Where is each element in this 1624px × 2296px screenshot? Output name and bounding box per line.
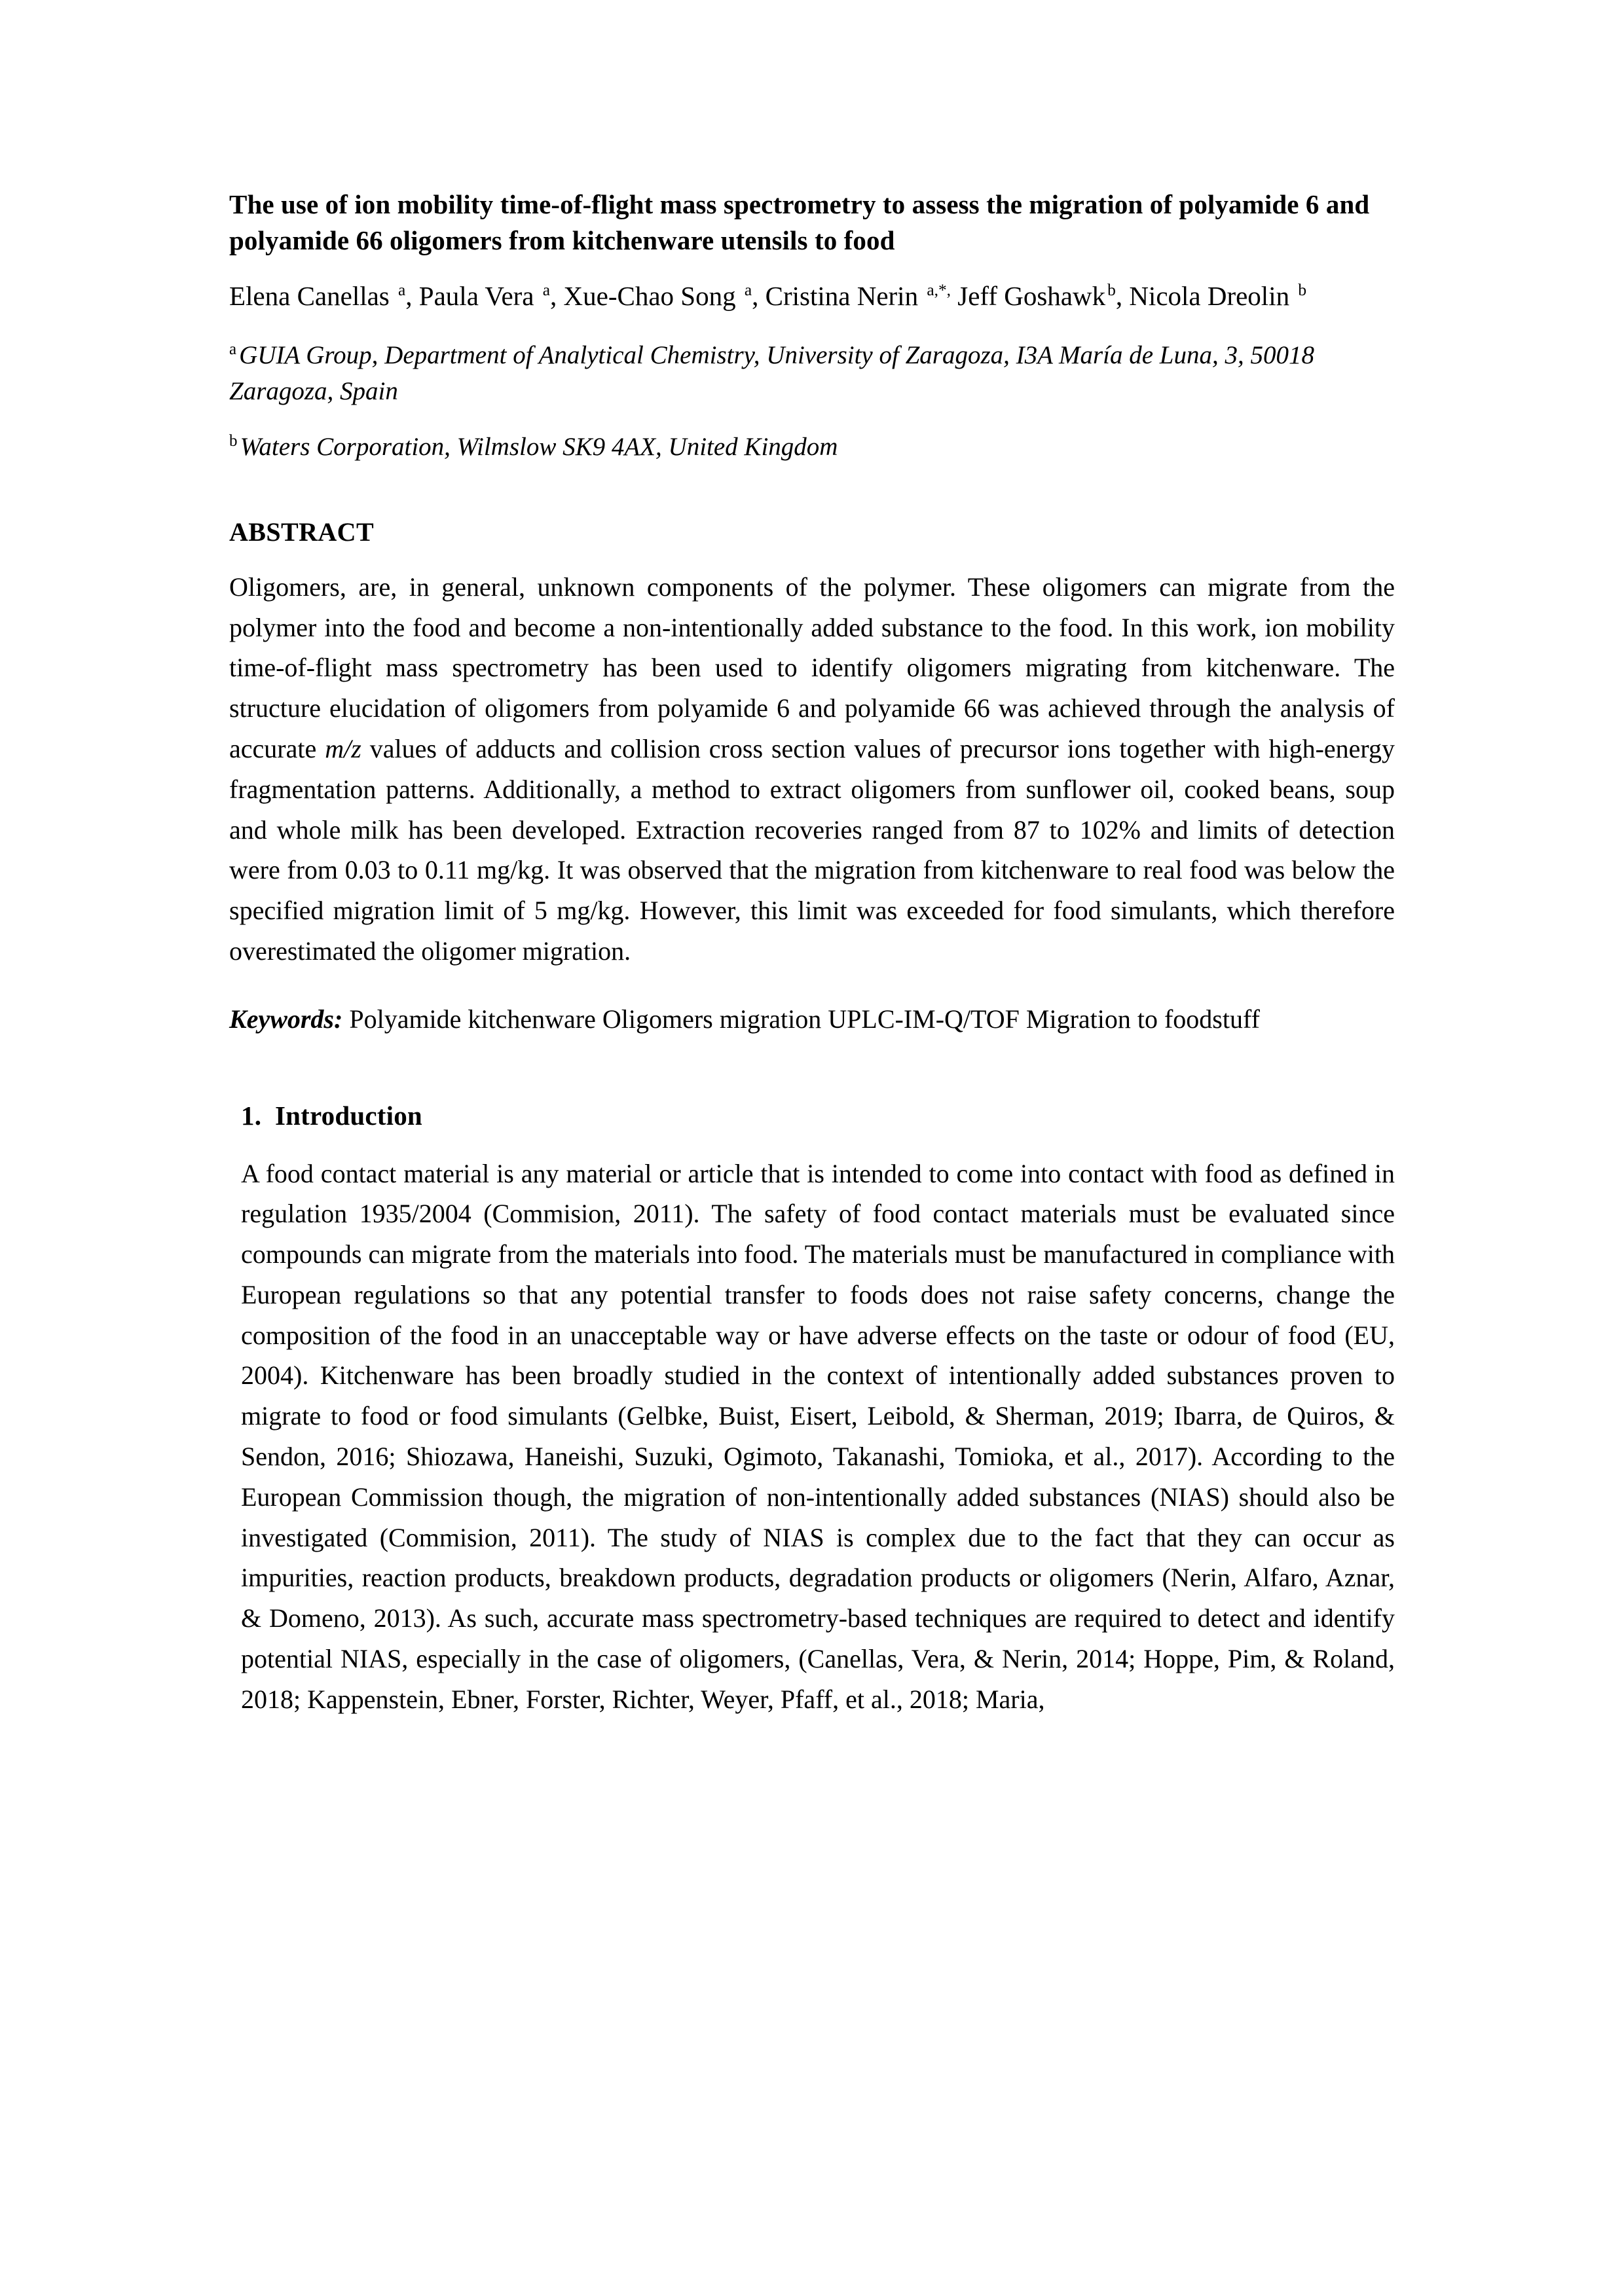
section-title: Introduction [275,1100,422,1131]
affiliation-a [229,337,1395,410]
page-title: The use of ion mobility time-of-flight mass spectrometry to assess the migration of polyamide 6 and polyamide 66 oligomers from kitchenware utensils to food [229,189,1370,255]
abstract-text-part-1: Oligomers, are, in general, unknown components of the polymer. These oligomers can migrate from the polymer into the food and become a non-intentionally added substance to the food. In this work, ion mobility time-of-flight mass spectrometry has been used to identify oligomers migrating from kitchenware. The structure elucidation of oligomers from polyamide 6 and polyamide 66 was achieved through the analysis of accurate [229,572,1395,763]
section-number: 1. [241,1100,262,1131]
affiliation-text-b: Waters Corporation, Wilmslow SK9 4AX, United Kingdom [240,433,838,462]
section-heading-introduction [241,1100,1395,1131]
author-name-1: Elena Canellas [229,281,397,312]
author-affiliation-marker-4: a,*, [927,281,951,300]
author-name-6: , Nicola Dreolin [1115,281,1297,312]
page-content [229,187,1395,1720]
author-affiliation-marker-1: a [398,281,406,300]
abstract-italic-mz: m/z [325,733,361,763]
keywords-line [229,999,1395,1040]
author-name-3: , Xue-Chao Song [550,281,743,312]
author-list [229,278,1395,315]
author-name-2: , Paula Vera [405,281,541,312]
author-affiliation-marker-2: a [542,281,551,300]
affiliation-marker-b: b [229,432,238,450]
affiliation-b [229,429,1395,465]
author-name-5: Jeff Goshawk [951,281,1106,312]
author-affiliation-marker-5: b [1107,281,1116,300]
introduction-paragraph: A food contact material is any material or article that is intended to come into contact with food as defined in regulation 1935/2004 (Commision, 2011). The safety of food contact materials must be evaluated since compounds can migrate from the materials into food. The materials must be manufactured in compliance with European regulations so that any potential transfer to foods does not raise safety concerns, change the composition of the food in an unacceptable way or have adverse effects on the taste or odour of food (EU, 2004). Kitchenware has been broadly studied in the context of intentionally added substances proven to migrate to food or food simulants (Gelbke, Buist, Eisert, Leibold, & Sherman, 2019; Ibarra, de Quiros, & Sendon, 2016; Shiozawa, Haneishi, Suzuki, Ogimoto, Takanashi, Tomioka, et al., 2017). According to the European Commission though, the migration of non-intentionally added substances (NIAS) should also be investigated (Commision, 2011). The study of NIAS is complex due to the fact that they can occur as impurities, reaction products, breakdown products, degradation products or oligomers (Nerin, Alfaro, Aznar, & Domeno, 2013). As such, accurate mass spectrometry-based techniques are required to detect and identify potential NIAS, especially in the case of oligomers, (Canellas, Vera, & Nerin, 2014; Hoppe, Pim, & Roland, 2018; Kappenstein, Ebner, Forster, Richter, Weyer, Pfaff, et al., 2018; Maria, [241,1158,1395,1714]
abstract-text-part-2: values of adducts and collision cross section values of precursor ions together with high-energy fragmentation patterns. Additionally, a method to extract oligomers from sunflower oil, cooked beans, soup and whole milk has been developed. Extraction recoveries ranged from 87 to 102% and limits of detection were from 0.03 to 0.11 mg/kg. It was observed that the migration from kitchenware to real food was below the specified migration limit of 5 mg/kg. However, this limit was exceeded for food simulants, which therefore overestimated the oligomer migration. [229,733,1395,966]
author-affiliation-marker-6: b [1298,281,1307,300]
abstract-heading: ABSTRACT [229,517,375,547]
abstract-body [229,567,1395,972]
author-name-4: , Cristina Nerin [752,281,925,312]
keywords-label: Keywords: [229,1004,343,1034]
affiliation-marker-a: a [229,340,237,358]
affiliation-text-a: GUIA Group, Department of Analytical Chemistry, University of Zaragoza, I3A María de Luna, 3, 50018 Zaragoza, Spain [229,340,1314,405]
author-affiliation-marker-3: a [744,281,752,300]
keywords-text: Polyamide kitchenware Oligomers migration UPLC-IM-Q/TOF Migration to foodstuff [342,1004,1260,1034]
